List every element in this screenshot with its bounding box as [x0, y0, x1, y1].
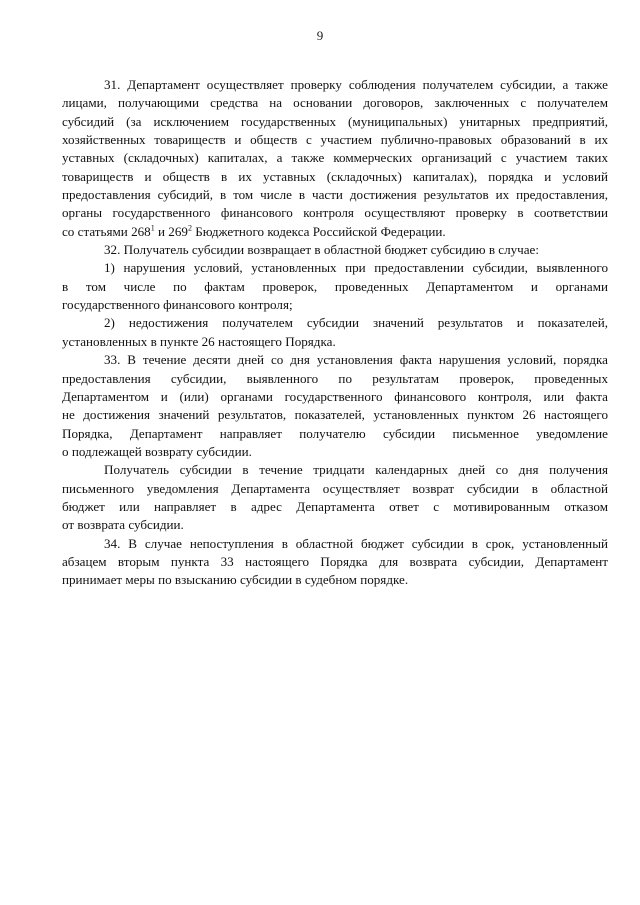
- paragraph-33-return: [62, 461, 608, 534]
- text-line: товариществ и обществ в их уставных (складочных) капиталах), порядка и условий: [62, 168, 608, 184]
- document-body: [62, 76, 608, 590]
- text-line: абзацем вторым пункта 33 настоящего Порядка для возврата субсидии, Департамент: [62, 553, 608, 569]
- text-line: органы государственного финансового контроля осуществляют проверку в соответствии: [62, 205, 608, 221]
- text-segment: Бюджетного кодекса Российской Федерации.: [191, 223, 446, 239]
- text-line: принимает меры по взысканию субсидии в судебном порядке.: [62, 572, 409, 588]
- text-line: 2) недостижения получателем субсидии значений результатов и показателей,: [104, 315, 608, 331]
- text-line: Порядка, Департамент направляет получателю субсидии письменное уведомление: [62, 425, 608, 441]
- text-line: бюджет или направляет в адрес Департамента ответ с мотивированным отказом: [62, 498, 608, 514]
- text-line: 32. Получатель субсидии возвращает в областной бюджет субсидию в случае:: [104, 242, 540, 258]
- text-line: государственного финансового контроля;: [62, 297, 293, 313]
- text-line: от возврата субсидии.: [62, 517, 184, 533]
- text-line-with-superscripts: [62, 223, 608, 241]
- text-line: 34. В случае непоступления в областной бюджет субсидии в срок, установленный: [104, 535, 608, 551]
- text-line: 1) нарушения условий, установленных при предоставлении субсидии, выявленного: [104, 260, 608, 276]
- text-line: хозяйственных товариществ и обществ с участием публично-правовых образований в их: [62, 132, 608, 148]
- text-line: о подлежащей возврату субсидии.: [62, 443, 252, 459]
- text-line: предоставления субсидий, в том числе в части достижения результатов их предоставления,: [62, 187, 608, 203]
- text-line: Департаментом и (или) органами государственного финансового контроля, или факта: [62, 388, 608, 404]
- paragraph-31: [62, 76, 608, 241]
- superscript: 1: [150, 223, 155, 233]
- text-line: установленных в пункте 26 настоящего Порядка.: [62, 333, 336, 349]
- text-line: предоставления субсидии, выявленного по результатам проверок, проведенных: [62, 370, 608, 386]
- text-segment: со статьями 268: [62, 223, 151, 239]
- superscript: 2: [187, 223, 192, 233]
- paragraph-34: [62, 535, 608, 590]
- text-line: лицами, получающими средства на основании договоров, заключенных с получателем: [62, 95, 608, 111]
- text-line: письменного уведомления Департамента осуществляет возврат субсидии в областной: [62, 480, 608, 496]
- paragraph-32: [62, 241, 608, 259]
- paragraph-32-item-2: [62, 314, 608, 351]
- text-line: уставных (складочных) капиталах, а также коммерческих организаций с участием таких: [62, 150, 608, 166]
- paragraph-32-item-1: [62, 259, 608, 314]
- text-line: 31. Департамент осуществляет проверку соблюдения получателем субсидии, а также: [104, 77, 608, 92]
- text-line: не достижения значений результатов, показателей, установленных пунктом 26 настоящего: [62, 407, 608, 423]
- text-line: субсидий (за исключением государственных (муниципальных) унитарных предприятий,: [62, 113, 608, 129]
- paragraph-33: [62, 351, 608, 461]
- text-line: Получатель субсидии в течение тридцати календарных дней со дня получения: [104, 462, 608, 478]
- text-line: 33. В течение десяти дней со дня установления факта нарушения условий, порядка: [104, 352, 608, 368]
- text-line: в том числе по фактам проверок, проведенных Департаментом и органами: [62, 278, 608, 294]
- page-number: 9: [316, 28, 324, 43]
- text-segment: и 269: [154, 223, 188, 239]
